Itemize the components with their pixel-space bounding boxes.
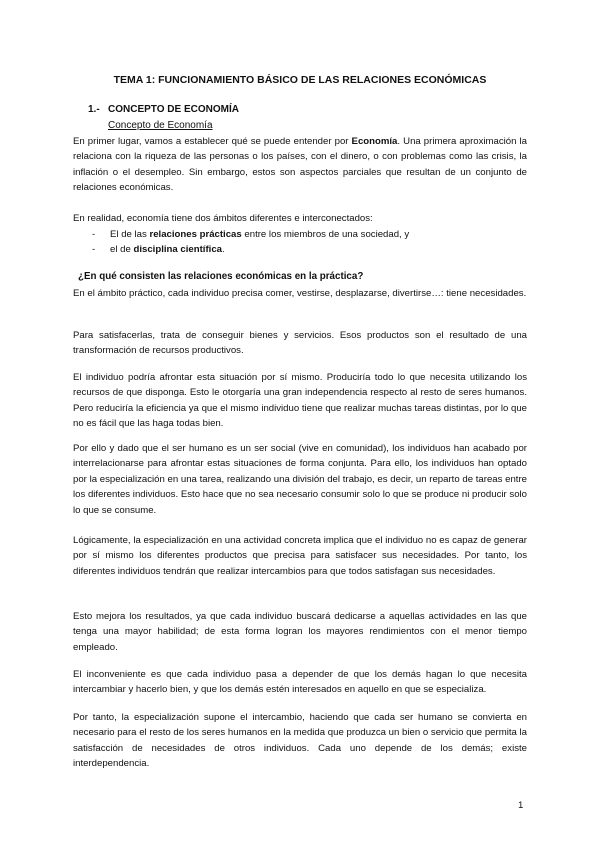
list-bold-term: relaciones prácticas xyxy=(149,229,242,240)
body-paragraph: Lógicamente, la especialización en una actividad concreta implica que el individuo no es capaz de generar por sí mismo los diferentes productos que precisa para satisfacer sus necesidades. Por tanto, los diferentes individuos tendrán que realizar intercambios para que todos satisfagan sus necesidades. xyxy=(73,535,527,577)
body-paragraph: Por ello y dado que el ser humano es un ser social (vive en comunidad), los individuos han acabado por interrelacionarse para afrontar estas situaciones de forma conjunta. Para ello, los individuos han optado por la especialización en una tarea, realizando una división del trabajo, es decir, un reparto de tareas entre los diferentes individuos. Esto hace que no sea necesario consumir solo lo que se produce ni producir solo lo que se consume. xyxy=(73,443,527,516)
body-paragraph: El inconveniente es que cada individuo pasa a depender de que los demás hagan lo que necesita intercambiar y hacerlo bien, y que los demás estén interesados en aquello en que se especializa. xyxy=(73,669,527,696)
document-title: TEMA 1: FUNCIONAMIENTO BÁSICO DE LAS RELACIONES ECONÓMICAS xyxy=(113,74,487,86)
body-paragraph: Para satisfacerlas, trata de conseguir bienes y servicios. Esos productos son el resultado de una transformación de recursos productivos. xyxy=(73,330,527,357)
section-heading xyxy=(88,104,239,115)
intro-paragraph xyxy=(73,134,527,196)
list-dash: - xyxy=(92,244,96,255)
list-text-before: El de las xyxy=(110,229,150,240)
section-heading-text: CONCEPTO DE ECONOMÍA xyxy=(108,104,239,115)
intro-text-after: . Una primera aproximación la relaciona con la riqueza de las personas o los países, con el dinero, o con problemas como las crisis, la inflación o el desempleo. Sin embargo, estos son aspectos parciales que resultan de un conjunto de relaciones económicas. xyxy=(73,136,527,194)
body-paragraph: El individuo podría afrontar esta situación por sí mismo. Produciría todo lo que necesita utilizando los recursos de que disponga. Esto le otorgaría una gran independencia respecto al resto de seres humanos. Pero reduciría la eficiencia ya que el mismo individuo tiene que realizar muchas tareas distintas, por lo que no es fácil que las haga todas bien. xyxy=(73,372,527,430)
realidad-paragraph: En realidad, economía tiene dos ámbitos diferentes e interconectados: xyxy=(73,213,373,224)
body-paragraph: Por tanto, la especialización supone el intercambio, haciendo que cada ser humano se convierta en necesario para el resto de los seres humanos en la medida que produzca un bien o servicio que permita la satisfacción de necesidades de otros individuos. Cada uno depende de los demás; existe interdependencia. xyxy=(73,712,527,770)
body-paragraph: Esto mejora los resultados, ya que cada individuo buscará dedicarse a aquellas actividades en las que tenga una mayor habilidad; de esta forma logran los mayores rendimientos con el menor tiempo empleado. xyxy=(73,611,527,653)
question-heading: ¿En qué consisten las relaciones económicas en la práctica? xyxy=(78,271,364,282)
list-item xyxy=(92,242,225,257)
page-number: 1 xyxy=(518,800,524,811)
list-text-after: . xyxy=(222,244,225,255)
section-subheading: Concepto de Economía xyxy=(108,120,213,131)
list-text-after: entre los miembros de una sociedad, y xyxy=(241,229,410,240)
list-text-before: el de xyxy=(110,244,134,255)
body-paragraph: En el ámbito práctico, cada individuo precisa comer, vestirse, desplazarse, divertirse…: tiene necesidades. xyxy=(73,288,527,299)
intro-bold-term: Economía xyxy=(351,136,398,147)
intro-text-before: En primer lugar, vamos a establecer qué se puede entender por xyxy=(73,136,352,147)
list-item xyxy=(92,227,409,242)
section-number: 1.- xyxy=(88,104,100,115)
list-dash: - xyxy=(92,229,96,240)
list-bold-term: disciplina científica xyxy=(133,244,222,255)
